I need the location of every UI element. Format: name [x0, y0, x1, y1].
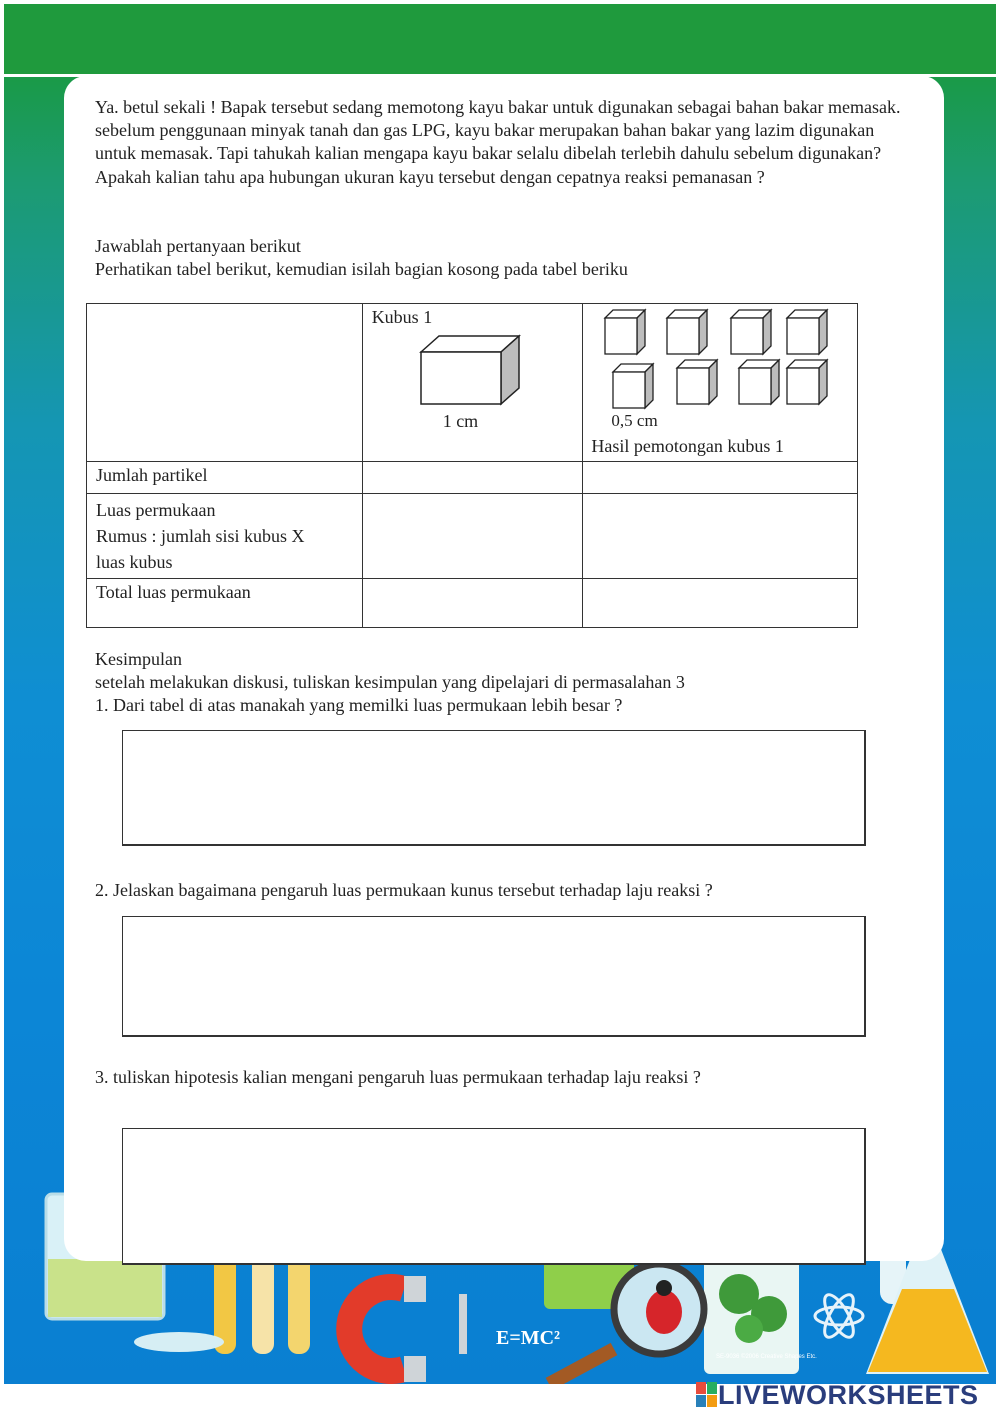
- answer-box-1[interactable]: [122, 730, 866, 846]
- small-cubes-cell: [583, 304, 858, 462]
- answer-cell[interactable]: [583, 462, 858, 494]
- cube1-size: 1 cm: [442, 411, 479, 431]
- row-label-jumlah-partikel: Jumlah partikel: [87, 462, 363, 494]
- conclusion-heading: Kesimpulan: [95, 649, 182, 669]
- question-3: 3. tuliskan hipotesis kalian mengani pengaruh luas permukaan terhadap laju reaksi ?: [95, 1067, 701, 1087]
- cube1-cell: [362, 304, 583, 462]
- question-2: 2. Jelaskan bagaimana pengaruh luas permukaan kunus tersebut terhadap laju reaksi ?: [95, 880, 713, 900]
- answer-cell[interactable]: [362, 579, 583, 628]
- large-cube-icon: [419, 332, 529, 412]
- cube1-title: Kubus 1: [371, 307, 433, 327]
- answer-cell[interactable]: [583, 579, 858, 628]
- intro-paragraph: Ya. betul sekali ! Bapak tersebut sedang memotong kayu bakar untuk digunakan sebagai bahan bakar memasak. sebelum penggunaan minyak tanah dan gas LPG, kayu bakar merupakan bahan bakar yang lazim digunakan untuk memasak. Tapi tahukah kalian mengapa kayu bakar selalu dibelah terlebih dahulu sebelum digunakan? Apakah kalian tahu apa hubungan ukuran kayu tersebut dengan cepatnya reaksi pemanasan ?: [95, 97, 901, 187]
- answer-cell[interactable]: [362, 462, 583, 494]
- row-label-luas-permukaan: Luas permukaan Rumus : jumlah sisi kubus X luas kubus: [87, 494, 363, 579]
- row-label-total-luas: Total luas permukaan: [87, 579, 363, 628]
- answer-cell[interactable]: [362, 494, 583, 579]
- conclusion-intro: setelah melakukan diskusi, tuliskan kesimpulan yang dipelajari di permasalahan 3: [95, 672, 685, 692]
- liveworksheets-logo-icon: [696, 1382, 718, 1408]
- atom-icon: [815, 1291, 863, 1342]
- table-corner-cell: [87, 304, 363, 462]
- small-cube-size: 0,5 cm: [611, 411, 658, 430]
- instruction-heading: Jawablah pertanyaan berikut: [95, 236, 301, 256]
- instruction-text: Perhatikan tabel berikut, kemudian isilah bagian kosong pada tabel beriku: [95, 259, 628, 279]
- small-cubes-icon: [601, 306, 841, 416]
- answer-cell[interactable]: [583, 494, 858, 579]
- magnet-icon: [349, 1276, 467, 1382]
- answer-box-3[interactable]: [122, 1128, 866, 1265]
- comparison-table: [86, 303, 858, 628]
- question-1: 1. Dari tabel di atas manakah yang memilki luas permukaan lebih besar ?: [95, 695, 623, 715]
- formula-text: E=MC²: [496, 1327, 561, 1349]
- top-green-band: [4, 4, 996, 77]
- copyright-text: SE-9036 ©2006 Creative Shapes Etc.: [716, 1354, 817, 1360]
- answer-box-2[interactable]: [122, 916, 866, 1037]
- brand-name[interactable]: LIVEWORKSHEETS: [718, 1380, 979, 1410]
- small-cube-caption: Hasil pemotongan kubus 1: [591, 436, 784, 456]
